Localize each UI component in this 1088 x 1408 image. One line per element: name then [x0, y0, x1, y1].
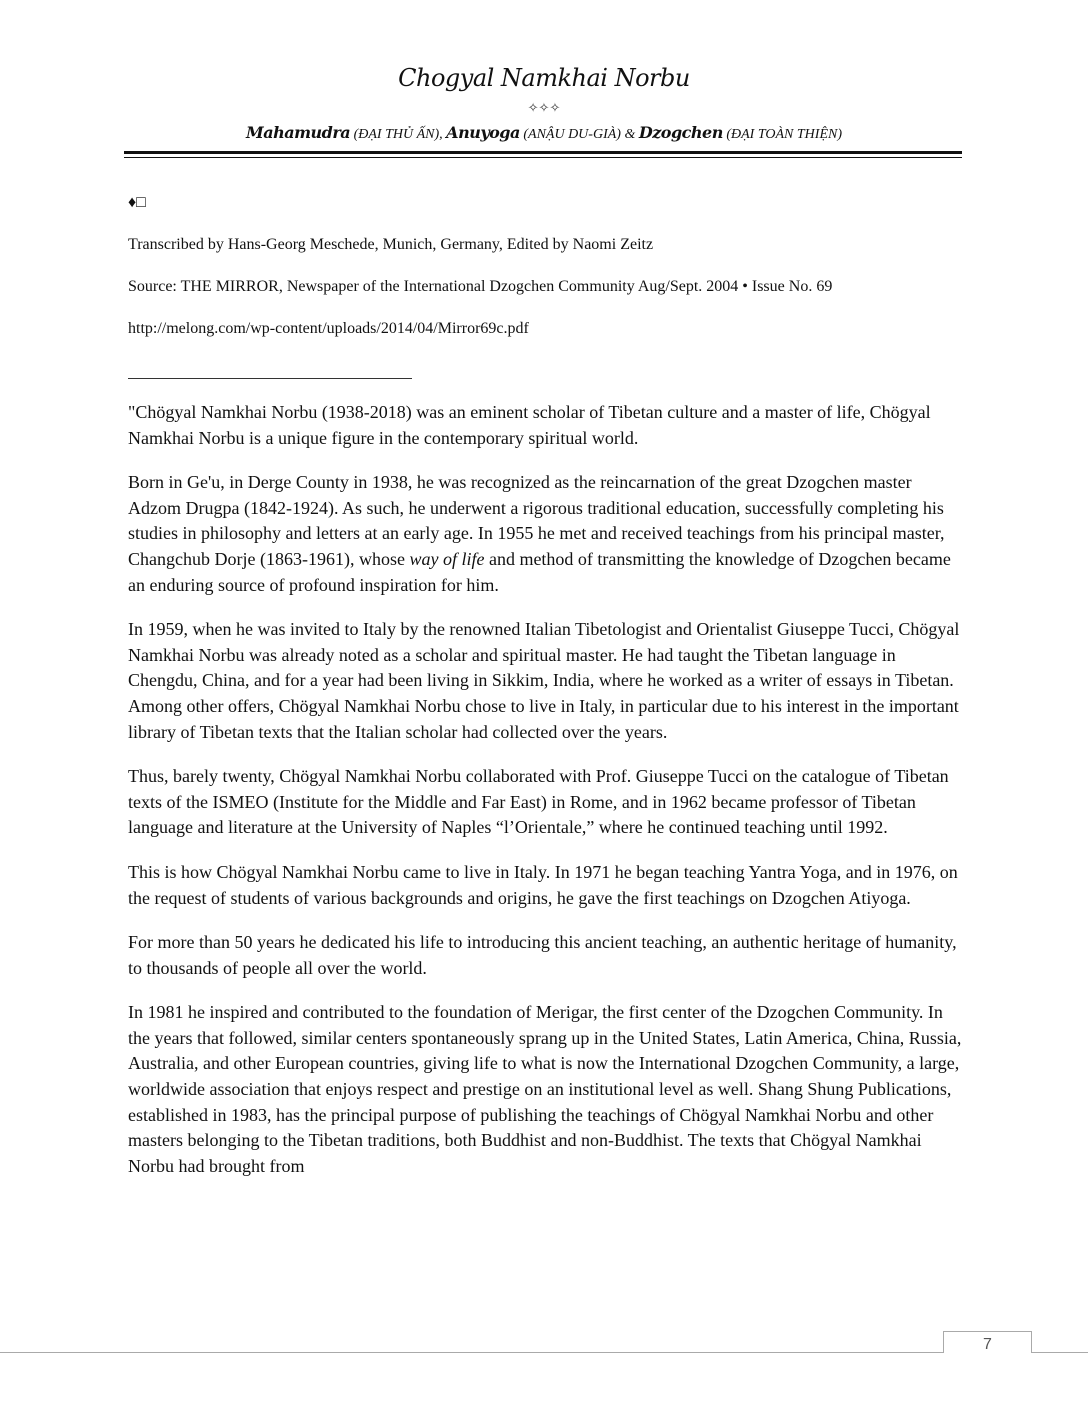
text-run: Born in Ge'u, in Derge County in 1938, he was recognized as the reincarnation of the great Dzogchen master Adzom Drugpa (1842-1924). As such, he underwent a rigorous traditional education, successfully completing his studies in philosophy and letters at an early age. In 1955 he met and received teachings from his principal master, Changchub Dorje (1863-1961), whose: [128, 472, 945, 569]
page-number: 7: [943, 1331, 1032, 1353]
running-header-subtitle: [0, 123, 1088, 143]
subtitle-translation: (ĐẠI THỦ ẤN),: [350, 127, 447, 142]
paragraph: In 1981 he inspired and contributed to the foundation of Merigar, the first center of the Dzogchen Community. In the years that followed, similar centers spontaneously sprang up in the United States, Latin America, China, Russia, Australia, and other European countries, giving life to what is now the International Dzogchen Community, a large, worldwide association that enjoys respect and prestige on an institutional level as well. Shang Shung Publications, established in 1983, has the principal purpose of publishing the teachings of Chögyal Namkhai Norbu and other masters belonging to the Tibetan traditions, both Buddhist and non-Buddhist. The texts that Chögyal Namkhai Norbu had brought from: [128, 1002, 962, 1176]
body-text: [128, 400, 964, 1198]
paragraph: In 1959, when he was invited to Italy by the renowned Italian Tibetologist and Orientalist Giuseppe Tucci, Chögyal Namkhai Norbu was already noted as a scholar and spiritual master. He had taught the Tibetan language in Chengdu, China, and for a year had been living in Sikkim, India, where he worked as a writer of essays in Tibetan. Among other offers, Chögyal Namkhai Norbu chose to live in Italy, in particular due to his interest in the important library of Tibetan texts that the Italian scholar had collected over the years.: [128, 619, 960, 742]
source-line: Source: THE MIRROR, Newspaper of the International Dzogchen Community Aug/Sept. 2004 • Issue No. 69: [128, 278, 833, 295]
subtitle-translation: (ĐẠI TOÀN THIỆN): [722, 127, 842, 142]
paragraph: "Chögyal Namkhai Norbu (1938-2018) was an eminent scholar of Tibetan culture and a master of life, Chögyal Namkhai Norbu is a unique figure in the contemporary spiritual world.: [128, 402, 931, 448]
text-run: and method of transmitting the knowledge of Dzogchen became an enduring source of profound inspiration for him.: [128, 548, 951, 595]
paragraph: This is how Chögyal Namkhai Norbu came to live in Italy. In 1971 he began teaching Yantra Yoga, and in 1976, on the request of students of various backgrounds and origins, he gave the first teachings on Dzogchen Atiyoga.: [128, 861, 958, 908]
paragraph: [128, 470, 964, 598]
subtitle-term: Anuyoga: [446, 123, 520, 142]
transcription-credit: Transcribed by Hans-Georg Meschede, Munich, Germany, Edited by Naomi Zeitz: [128, 236, 654, 253]
source-url[interactable]: http://melong.com/wp-content/uploads/2014/04/Mirror69c.pdf: [128, 320, 529, 337]
subtitle-term: Mahamudra: [245, 123, 351, 142]
header-ornament: ✧✧✧: [527, 100, 561, 115]
subtitle-translation: (ANẬU DU-GIÀ) &: [519, 127, 639, 142]
subtitle-term: Dzogchen: [638, 123, 723, 142]
paragraph: For more than 50 years he dedicated his life to introducing this ancient teaching, an authentic heritage of humanity, to thousands of people all over the world.: [128, 932, 957, 978]
header-rule-thick: [124, 151, 962, 154]
separator-line: [128, 378, 412, 379]
paragraph: Thus, barely twenty, Chögyal Namkhai Norbu collaborated with Prof. Giuseppe Tucci on the catalogue of Tibetan texts of the ISMEO (Institute for the Middle and Far East) in Rome, and in 1962 became professor of Tibetan language and literature at the University of Naples “l’Orientale,” where he continued teaching until 1992.: [128, 766, 949, 838]
running-header-title: Chogyal Namkhai Norbu: [398, 64, 690, 92]
emphasis: way of life: [409, 548, 485, 569]
bullet-symbol: ♦□: [128, 194, 146, 211]
footer-line-left: [0, 1352, 943, 1353]
footer-line-right: [1031, 1352, 1088, 1353]
header-rule-thin: [124, 157, 962, 158]
